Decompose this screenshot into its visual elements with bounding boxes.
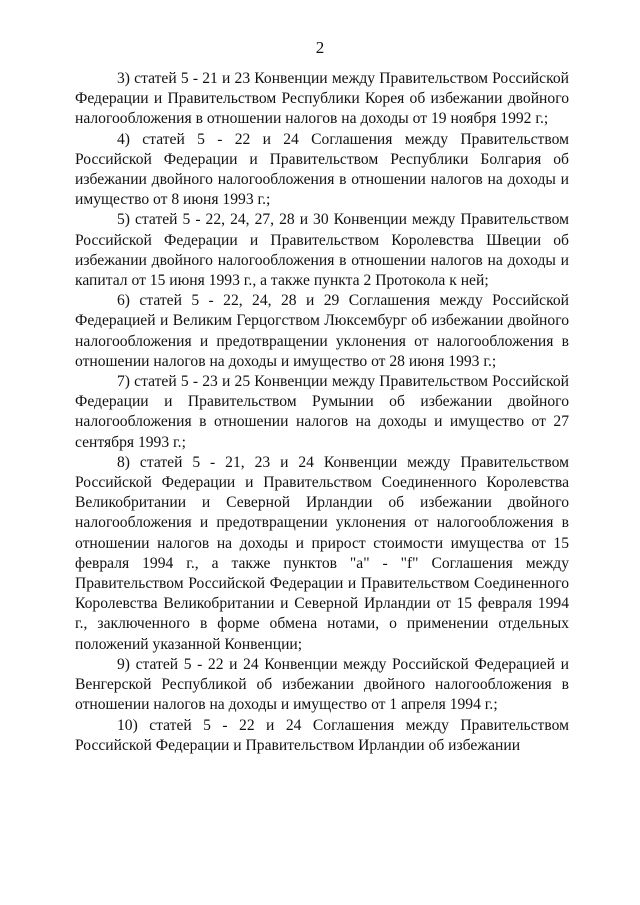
list-item-8: 8) статей 5 - 21, 23 и 24 Конвенции между Правительством Российской Федерации и Правительством Соединенного Королевства Великобритании и Северной Ирландии об избежании двойного налогообложения и предотвращении уклонения от налогообложения в отношении налогов на доходы и прирост стоимости имущества от 15 февраля 1994 г., а также пунктов "a" - "f" Соглашения между Правительством Российской Федерации и Правительством Соединенного Королевства Великобритании и Северной Ирландии от 15 февраля 1994 г., заключенного в форме обмена нотами, о применении отдельных положений указанной Конвенции; (75, 453, 569, 653)
list-item-6: 6) статей 5 - 22, 24, 28 и 29 Соглашения между Российской Федерацией и Великим Герцогством Люксембург об избежании двойного налогообложения и предотвращении уклонения от налогообложения в отношении налогов на доходы и имущество от 28 июня 1993 г.; (75, 292, 569, 370)
list-item-10: 10) статей 5 - 22 и 24 Соглашения между Правительством Российской Федерации и Правительством Ирландии об избежании (75, 716, 569, 754)
page-number: 2 (315, 38, 325, 57)
document-body (75, 69, 569, 756)
list-item-9: 9) статей 5 - 22 и 24 Конвенции между Российской Федерацией и Венгерской Республикой об избежании двойного налогообложения в отношении налогов на доходы и имущество от 1 апреля 1994 г.; (75, 655, 569, 714)
list-item-5: 5) статей 5 - 22, 24, 27, 28 и 30 Конвенции между Правительством Российской Федерации и Правительством Королевства Швеции об избежании двойного налогообложения в отношении налогов на доходы и капитал от 15 июня 1993 г., а также пункта 2 Протокола к ней; (75, 211, 569, 290)
list-item-7: 7) статей 5 - 23 и 25 Конвенции между Правительством Российской Федерации и Правительством Румынии об избежании двойного налогообложения в отношении налогов на доходы и имущество от 27 сентября 1993 г.; (75, 373, 569, 451)
list-item-3: 3) статей 5 - 21 и 23 Конвенции между Правительством Российской Федерации и Правительством Республики Корея об избежании двойного налогообложения в отношении налогов на доходы от 19 ноября 1992 г.; (75, 70, 569, 128)
list-item-4: 4) статей 5 - 22 и 24 Соглашения между Правительством Российской Федерации и Правительством Республики Болгария об избежании двойного налогообложения в отношении налогов на доходы и имущество от 8 июня 1993 г.; (75, 130, 569, 209)
